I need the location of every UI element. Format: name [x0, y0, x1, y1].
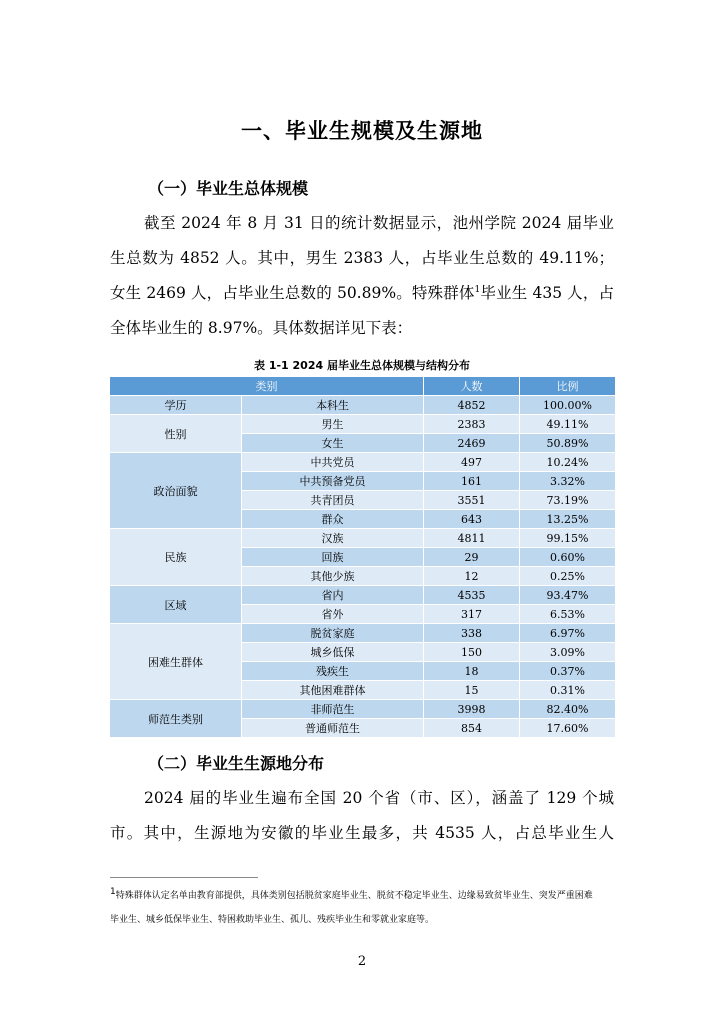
- cell-label: 群众: [242, 510, 424, 529]
- cell-count: 497: [424, 453, 520, 472]
- row-group-label: 学历: [110, 396, 242, 415]
- cell-label: 脱贫家庭: [242, 624, 424, 643]
- table-body: [110, 396, 616, 738]
- footnote-text: 特殊群体认定名单由教育部提供，具体类别包括脱贫家庭毕业生、脱贫不稳定毕业生、边缘易致贫毕业生、突发严重困难: [115, 891, 593, 901]
- cell-label: 省内: [242, 586, 424, 605]
- table-caption: 表 1-1 2024 届毕业生总体规模与结构分布: [254, 359, 470, 372]
- paragraph-line: 市。其中，生源地为安徽的毕业生最多，共 4535 人，占总毕业生人: [110, 824, 614, 842]
- cell-label: 其他困难群体: [242, 681, 424, 700]
- paragraph-line: 2024 届的毕业生遍布全国 20 个省（市、区），涵盖了 129 个城: [144, 789, 614, 807]
- cell-label: 其他少族: [242, 567, 424, 586]
- footnote: [110, 884, 616, 932]
- cell-count: 854: [424, 719, 520, 738]
- cell-count: 18: [424, 662, 520, 681]
- cell-label: 省外: [242, 605, 424, 624]
- header-category: 类别: [110, 377, 424, 396]
- page-number: 2: [357, 954, 367, 969]
- paragraph-text: 女生 2469 人，占毕业生总数的 50.89%。特殊群体: [110, 284, 475, 302]
- row-group-label: 民族: [110, 529, 242, 586]
- paragraph-line: 全体毕业生的 8.97%。具体数据详见下表：: [110, 319, 413, 337]
- section-title: 一、毕业生规模及生源地: [241, 119, 483, 143]
- cell-label: 女生: [242, 434, 424, 453]
- cell-ratio: 93.47%: [520, 586, 616, 605]
- cell-label: 本科生: [242, 396, 424, 415]
- table-row: [110, 700, 616, 719]
- cell-count: 2469: [424, 434, 520, 453]
- table-row: [110, 529, 616, 548]
- row-group-label: 性别: [110, 415, 242, 453]
- subsection-title-2: （二）毕业生生源地分布: [148, 754, 325, 773]
- cell-ratio: 50.89%: [520, 434, 616, 453]
- cell-count: 15: [424, 681, 520, 700]
- cell-ratio: 17.60%: [520, 719, 616, 738]
- cell-label: 中共预备党员: [242, 472, 424, 491]
- cell-ratio: 3.32%: [520, 472, 616, 491]
- paragraph-text: 毕业生 435 人，占: [480, 284, 614, 302]
- header-count: 人数: [424, 377, 520, 396]
- cell-label: 共青团员: [242, 491, 424, 510]
- row-group-label: 师范生类别: [110, 700, 242, 738]
- cell-ratio: 6.53%: [520, 605, 616, 624]
- cell-label: 回族: [242, 548, 424, 567]
- paragraph-line: [110, 276, 614, 311]
- graduate-structure-table: [109, 376, 616, 738]
- cell-label: 城乡低保: [242, 643, 424, 662]
- cell-ratio: 10.24%: [520, 453, 616, 472]
- cell-count: 2383: [424, 415, 520, 434]
- paragraph-graduate-scale: [110, 206, 614, 346]
- cell-ratio: 100.00%: [520, 396, 616, 415]
- cell-ratio: 0.25%: [520, 567, 616, 586]
- footnote-line: 毕业生、城乡低保毕业生、特困救助毕业生、孤儿、残疾毕业生和零就业家庭等。: [110, 915, 435, 925]
- cell-ratio: 0.31%: [520, 681, 616, 700]
- cell-ratio: 6.97%: [520, 624, 616, 643]
- table-row: [110, 586, 616, 605]
- table-row: [110, 453, 616, 472]
- table-row: [110, 624, 616, 643]
- paragraph-source-distribution: [110, 781, 614, 851]
- cell-ratio: 13.25%: [520, 510, 616, 529]
- cell-label: 普通师范生: [242, 719, 424, 738]
- cell-ratio: 0.37%: [520, 662, 616, 681]
- subsection-title-1: （一）毕业生总体规模: [148, 179, 309, 198]
- cell-ratio: 82.40%: [520, 700, 616, 719]
- cell-ratio: 0.60%: [520, 548, 616, 567]
- header-ratio: 比例: [520, 377, 616, 396]
- table-row: [110, 396, 616, 415]
- cell-count: 4852: [424, 396, 520, 415]
- cell-label: 非师范生: [242, 700, 424, 719]
- cell-ratio: 49.11%: [520, 415, 616, 434]
- row-group-label: 区域: [110, 586, 242, 624]
- cell-label: 中共党员: [242, 453, 424, 472]
- cell-count: 161: [424, 472, 520, 491]
- cell-count: 3551: [424, 491, 520, 510]
- cell-count: 317: [424, 605, 520, 624]
- cell-ratio: 99.15%: [520, 529, 616, 548]
- row-group-label: 政治面貌: [110, 453, 242, 529]
- footnote-reference[interactable]: 1: [474, 284, 481, 295]
- footnote-line: [110, 884, 616, 908]
- table-row: [110, 415, 616, 434]
- cell-count: 4535: [424, 586, 520, 605]
- cell-ratio: 3.09%: [520, 643, 616, 662]
- row-group-label: 困难生群体: [110, 624, 242, 700]
- cell-label: 汉族: [242, 529, 424, 548]
- cell-label: 男生: [242, 415, 424, 434]
- cell-count: 338: [424, 624, 520, 643]
- footnote-separator: [110, 877, 258, 878]
- cell-count: 29: [424, 548, 520, 567]
- paragraph-line: 截至 2024 年 8 月 31 日的统计数据显示，池州学院 2024 届毕业: [144, 214, 614, 232]
- paragraph-line: 生总数为 4852 人。其中，男生 2383 人，占毕业生总数的 49.11%；: [110, 249, 614, 267]
- cell-ratio: 73.19%: [520, 491, 616, 510]
- cell-count: 150: [424, 643, 520, 662]
- cell-label: 残疾生: [242, 662, 424, 681]
- footnote-mark: 1: [110, 887, 116, 897]
- table-header-row: [110, 377, 616, 396]
- cell-count: 12: [424, 567, 520, 586]
- cell-count: 643: [424, 510, 520, 529]
- cell-count: 3998: [424, 700, 520, 719]
- cell-count: 4811: [424, 529, 520, 548]
